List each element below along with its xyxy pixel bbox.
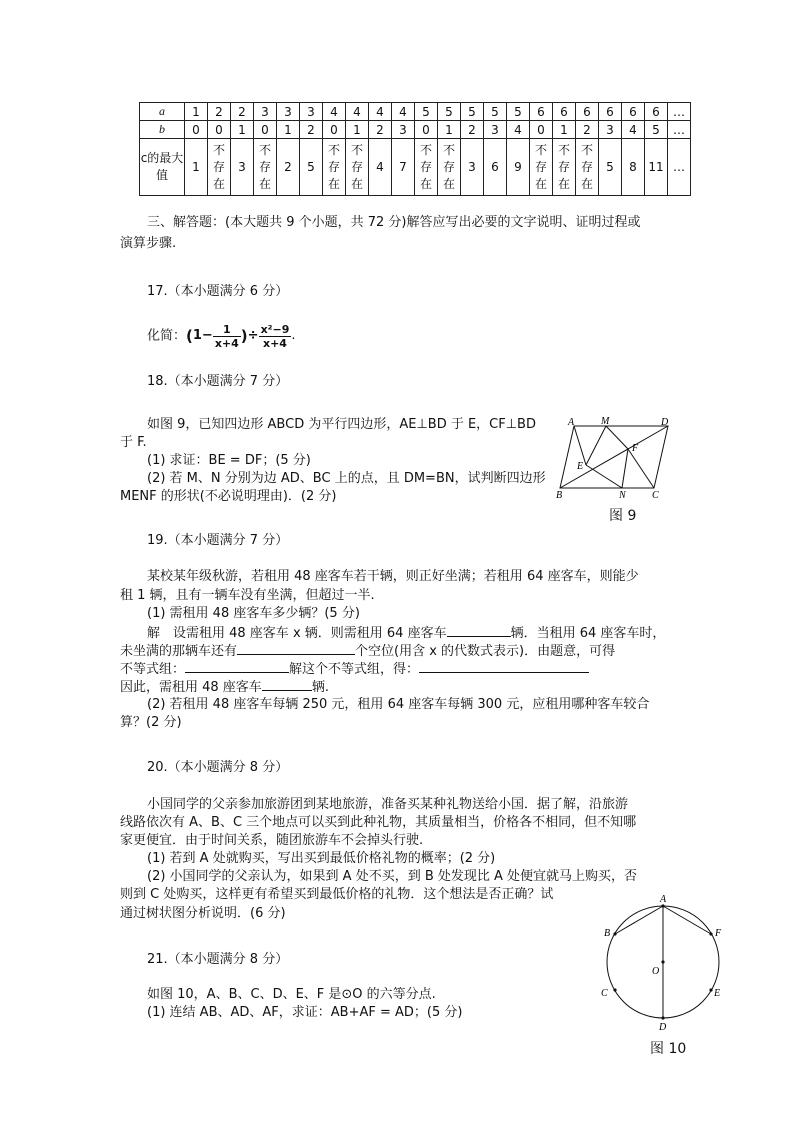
answer-blank[interactable] [237, 641, 355, 655]
cell-c: 3 [461, 139, 484, 196]
label-A: A [568, 417, 575, 428]
cell-a: 3 [254, 103, 277, 121]
cell-c: 6 [484, 139, 507, 196]
cell-c: 不存在 [346, 139, 369, 196]
cell-b: 1 [346, 121, 369, 139]
cell-c: 1 [185, 139, 208, 196]
row-a-label: a [140, 103, 185, 121]
cell-a: 4 [346, 103, 369, 121]
cell-b: 0 [530, 121, 553, 139]
cell-b: 0 [415, 121, 438, 139]
q19-text: (2) 若租用 48 座客车每辆 250 元，租用 64 座客车每辆 300 元，应租用哪种客车较合 [147, 697, 650, 712]
q18-header: 18.（本小题满分 7 分） [147, 374, 289, 389]
cell-a: 1 [185, 103, 208, 121]
table-row-c [140, 139, 691, 196]
cell-c: 不存在 [576, 139, 599, 196]
cell-c: 8 [622, 139, 645, 196]
cell-c: 不存在 [208, 139, 231, 196]
cell-b: 2 [576, 121, 599, 139]
cell-a: 3 [300, 103, 323, 121]
cell-a: 5 [507, 103, 530, 121]
label-D: D [659, 1022, 667, 1033]
cell-a: 6 [645, 103, 668, 121]
cell-b: 2 [461, 121, 484, 139]
q17-fraction-2: $\frac{\text{x²−9}}{x+4}$ [260, 322, 290, 350]
q18-text: 于 F. [120, 435, 147, 450]
q19-text: 未坐满的那辆车还有 个空位(用含 x 的代数式表示)．由题意，可得 [120, 641, 615, 661]
label-C: C [652, 490, 659, 501]
section-heading-cont: 演算步骤. [120, 236, 177, 251]
cell-b: … [668, 121, 691, 139]
answer-blank[interactable] [185, 659, 289, 673]
cell-a: 5 [438, 103, 461, 121]
table-row-b [140, 121, 691, 139]
q18-text: MENF 的形状(不必说明理由)．(2 分) [120, 489, 337, 504]
q18-text: 如图 9，已知四边形 ABCD 为平行四边形，AE⊥BD 于 E，CF⊥BD [147, 417, 536, 432]
table-row-a [140, 103, 691, 121]
cell-c: 不存在 [254, 139, 277, 196]
q19-text: 租 1 辆，且有一辆车没有坐满，但超过一半. [120, 588, 375, 603]
cell-a: 6 [553, 103, 576, 121]
q20-text: 家更便宜．由于时间关系，随团旅游车不会掉头行驶. [120, 833, 424, 848]
cell-b: 2 [369, 121, 392, 139]
label-E: E [714, 988, 721, 999]
cell-a: 6 [599, 103, 622, 121]
cell-b: 1 [277, 121, 300, 139]
q20-text: 通过树状图分析说明．(6 分) [120, 906, 286, 921]
cell-a: 6 [622, 103, 645, 121]
cell-b: 3 [484, 121, 507, 139]
cell-b: 0 [323, 121, 346, 139]
cell-c: 2 [277, 139, 300, 196]
cell-b: 1 [438, 121, 461, 139]
cell-b: 1 [231, 121, 254, 139]
cell-a: 5 [461, 103, 484, 121]
label-B: B [604, 928, 611, 939]
row-c-label: c的最大值 [140, 139, 185, 196]
cell-a: 2 [208, 103, 231, 121]
q17-header: 17.（本小题满分 6 分） [147, 284, 289, 299]
cell-c: 5 [300, 139, 323, 196]
cell-b: 3 [599, 121, 622, 139]
cell-c: 不存在 [553, 139, 576, 196]
cell-b: 4 [622, 121, 645, 139]
cell-a: 6 [530, 103, 553, 121]
q20-text: 线路依次有 A、B、C 三个地点可以买到此种礼物，其质量相当，价格各不相同，但不知哪 [120, 815, 637, 830]
cell-b: 3 [392, 121, 415, 139]
cell-c: 11 [645, 139, 668, 196]
q20-text: (1) 若到 A 处就购买，写出买到最低价格礼物的概率；(2 分) [147, 851, 496, 866]
label-F: F [632, 443, 639, 454]
q17-expression: 化简：(1− $\frac{1}{x+4}$ )÷ $\frac{\text{x²−9}}{x+4}$ . [147, 322, 296, 350]
cell-a: 3 [277, 103, 300, 121]
label-M: M [601, 416, 610, 427]
cell-b: 0 [208, 121, 231, 139]
cell-c: 3 [231, 139, 254, 196]
cell-c: 4 [369, 139, 392, 196]
q19-text: 不等式组： 解这个不等式组，得： [120, 659, 589, 679]
q19-text: 解 设需租用 48 座客车 x 辆．则需租用 64 座客车 辆．当租用 64 座客车时， [147, 623, 665, 643]
cell-a: 4 [369, 103, 392, 121]
answer-blank[interactable] [447, 623, 511, 637]
cell-b: 5 [645, 121, 668, 139]
cell-c: 不存在 [530, 139, 553, 196]
q21-text: 如图 10，A、B、C、D、E、F 是⊙O 的六等分点. [147, 987, 436, 1002]
cell-c: 9 [507, 139, 530, 196]
cell-b: 0 [185, 121, 208, 139]
q20-header: 20.（本小题满分 8 分） [147, 760, 289, 775]
q19-text: 算？(2 分) [120, 715, 182, 730]
label-F: F [715, 928, 722, 939]
q19-text: 因此，需租用 48 座客车 辆. [120, 677, 329, 697]
answer-blank[interactable] [419, 659, 589, 673]
figure-10-caption: 图 10 [650, 1041, 687, 1057]
cell-a: … [668, 103, 691, 121]
q18-text: (2) 若 M、N 分别为边 AD、BC 上的点，且 DM=BN，试判断四边形 [147, 471, 546, 486]
q20-text: (2) 小国同学的父亲认为，如果到 A 处不买，到 B 处发现比 A 处便宜就马上购买，否 [147, 869, 638, 884]
q21-header: 21.（本小题满分 8 分） [147, 952, 289, 967]
row-b-label: b [140, 121, 185, 139]
label-C: C [601, 988, 608, 999]
section-heading: 三、解答题：(本大题共 9 个小题，共 72 分)解答应写出必要的文字说明、证明过程或 [147, 215, 641, 230]
values-table [139, 102, 691, 196]
label-O: O [652, 966, 660, 977]
cell-c: 不存在 [323, 139, 346, 196]
cell-c: 7 [392, 139, 415, 196]
cell-b: 0 [254, 121, 277, 139]
cell-a: 4 [392, 103, 415, 121]
cell-a: 5 [484, 103, 507, 121]
answer-blank[interactable] [262, 677, 312, 691]
cell-b: 2 [300, 121, 323, 139]
label-D: D [661, 417, 669, 428]
q18-text: (1) 求证：BE = DF；(5 分) [147, 453, 311, 468]
cell-b: 4 [507, 121, 530, 139]
q19-text: (1) 需租用 48 座客车多少辆？(5 分) [147, 606, 360, 621]
q21-text: (1) 连结 AB、AD、AF，求证：AB+AF = AD；(5 分) [147, 1005, 463, 1020]
q20-text: 小国同学的父亲参加旅游团到某地旅游，准备买某种礼物送给小国．据了解，沿旅游 [147, 797, 629, 812]
label-E: E [577, 461, 584, 472]
label-B: B [556, 490, 563, 501]
cell-a: 4 [323, 103, 346, 121]
q19-text: 某校某年级秋游，若租用 48 座客车若干辆，则正好坐满；若租用 64 座客车，则能少 [147, 569, 639, 584]
q19-header: 19.（本小题满分 7 分） [147, 533, 289, 548]
cell-b: 1 [553, 121, 576, 139]
cell-c: 不存在 [438, 139, 461, 196]
q17-prefix: 化简： [147, 328, 187, 344]
cell-c: … [668, 139, 691, 196]
figure-10-circle [596, 890, 731, 1040]
label-A: A [660, 894, 667, 905]
cell-a: 6 [576, 103, 599, 121]
cell-c: 5 [599, 139, 622, 196]
figure-9-caption: 图 9 [609, 508, 637, 524]
cell-a: 2 [231, 103, 254, 121]
label-N: N [619, 490, 626, 501]
cell-a: 5 [415, 103, 438, 121]
cell-c: 不存在 [415, 139, 438, 196]
q20-text: 则到 C 处购买，这样更有希望买到最低价格的礼物．这个想法是否正确？试 [120, 887, 554, 902]
q17-fraction-1: $\frac{1}{x+4}$ [214, 322, 239, 350]
